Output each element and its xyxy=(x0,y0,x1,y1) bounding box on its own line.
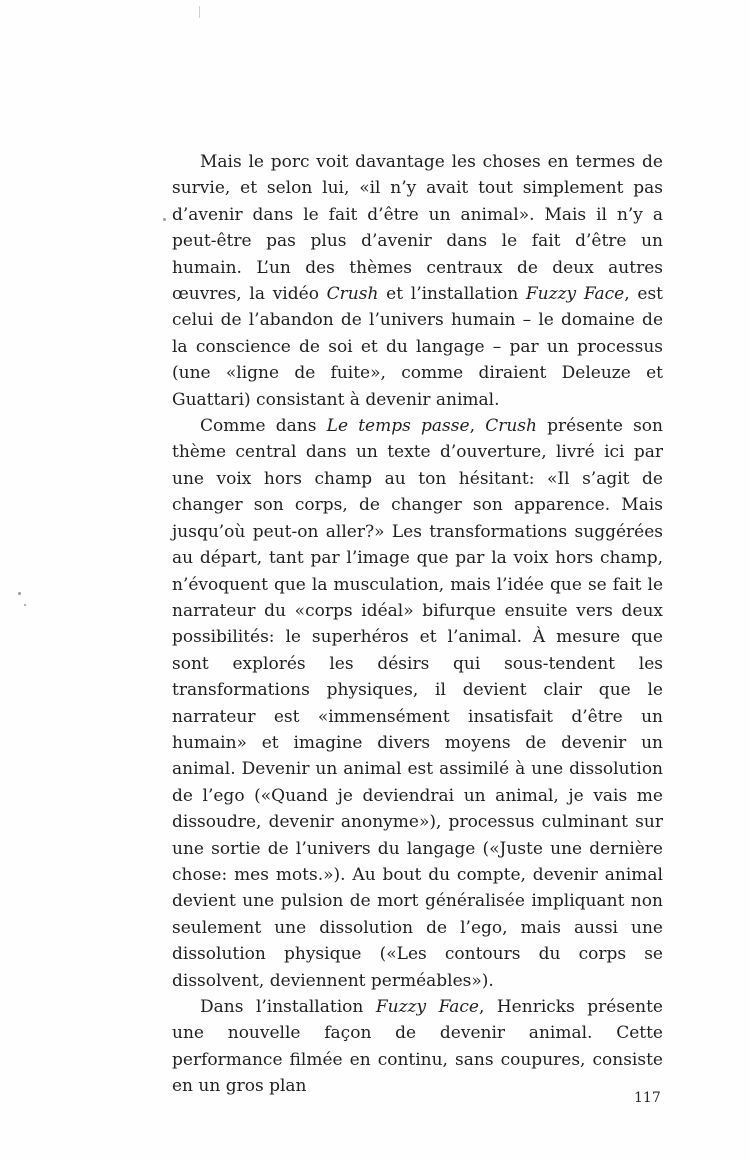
paper-speck xyxy=(163,218,166,221)
italic-title: Fuzzy Face xyxy=(525,284,625,305)
italic-title: Crush xyxy=(326,284,379,305)
italic-title: Crush xyxy=(485,416,537,437)
body-text xyxy=(172,149,663,1100)
paragraph: Mais le porc voit davantage les choses en termes de survie, et selon lui, «il n’y avait tout simplement pas d’avenir dans le fait d’être un animal». Mais il n’y a peut-être pas plus d’avenir dans le fait d’être un humain. L’un des thèmes centraux de deux autres œuvres, la vidéo Crush et l’installation Fuzzy Face, est celui de l’abandon de l’univers humain – le domaine de la conscience de soi et du langage – par un processus (une «ligne de fuite», comme diraient Deleuze et Guattari) consistant à devenir animal. xyxy=(172,152,663,410)
paper-speck xyxy=(18,592,21,595)
paper-speck xyxy=(24,604,26,606)
paragraph: Dans l’installation Fuzzy Face, Henricks présente une nouvelle façon de devenir animal. Cette performance filmée en continu, sans coupures, consiste en un gros plan xyxy=(172,997,663,1097)
italic-title: Fuzzy Face xyxy=(375,997,479,1017)
italic-title: Le temps passe xyxy=(326,416,470,437)
paragraph: Comme dans Le temps passe, Crush présente son thème central dans un texte d’ouverture, livré ici par une voix hors champ au ton hésitant: «Il s’agit de changer son corps, de changer son apparence. Mais jusqu’où peut-on aller?» Les transformations suggérées au départ, tant par l’image que par la voix hors champ, n’évoquent que la musculation, mais l’idée que se fait le narrateur du «corps idéal» bifurque ensuite vers deux possibilités: le superhéros et l’animal. À mesure que sont explorés les désirs qui sous-tendent les transformations physiques, il devient clair que le narrateur est «immensément insatisfait d’être un humain» et imagine divers moyens de devenir un animal. Devenir un animal est assimilé à une dissolution de l’ego («Quand je deviendrai un animal, je vais me dissoudre, devenir anonyme»), processus culminant sur une sortie de l’univers du langage («Juste une dernière chose: mes mots.»). Au bout du compte, devenir animal devient une pulsion de mort généralisée impliquant non seulement une dissolution de l’ego, mais aussi une dissolution physique («Les contours du corps se dissolvent, deviennent perméables»). xyxy=(172,416,663,991)
page-number: 117 xyxy=(634,1090,661,1106)
paper-speck xyxy=(199,6,200,18)
